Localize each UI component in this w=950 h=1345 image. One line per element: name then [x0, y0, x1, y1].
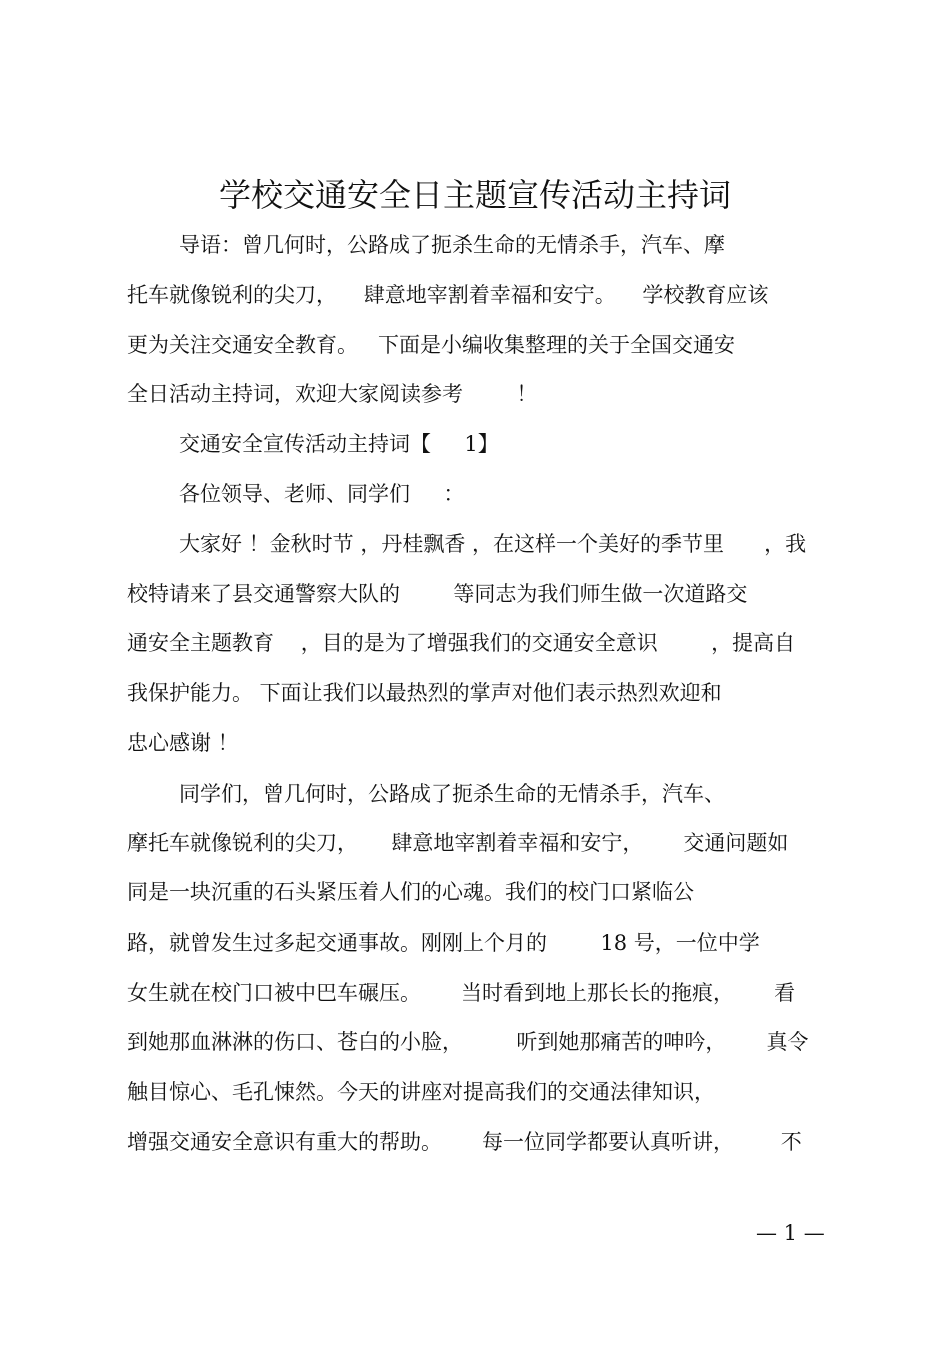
body-line-13: 摩托车就像锐利的尖刀， 肆意地宰割着幸福和安宁， 交通问题如	[127, 831, 789, 855]
body-line-7: 大家好 ！金秋时节 ，丹桂飘香 ，在这样一个美好的季节里 ，我	[179, 532, 807, 556]
body-line-4: 全日活动主持词，欢迎大家阅读参考 ！	[127, 382, 538, 406]
body-line-17: 到她那血淋淋的伤口、苍白的小脸， 听到她那痛苦的呻吟， 真令	[127, 1030, 809, 1054]
body-line-9: 通安全主题教育 ，目的是为了增强我们的交通安全意识 ，提高自	[127, 631, 796, 655]
section-heading: 交通安全宣传活动主持词【 1】	[179, 432, 499, 456]
body-line-16: 女生就在校门口被中巴车碾压。 当时看到地上那长长的拖痕， 看	[127, 981, 796, 1005]
body-line-2: 托车就像锐利的尖刀， 肆意地宰割着幸福和安宁。 学校教育应该	[127, 283, 769, 307]
body-line-11: 忠心感谢 ！	[127, 731, 239, 755]
body-line-8: 校特请来了县交通警察大队的 等同志为我们师生做一次道路交	[127, 582, 748, 606]
body-line-1: 导语：曾几何时，公路成了扼杀生命的无情杀手，汽车、摩	[179, 233, 725, 257]
body-line-19: 增强交通安全意识有重大的帮助。 每一位同学都要认真听讲， 不	[127, 1130, 802, 1154]
document-title: 学校交通安全日主题宣传活动主持词	[218, 176, 731, 214]
body-line-18: 触目惊心、毛孔悚然。今天的讲座对提高我们的交通法律知识，	[127, 1080, 715, 1104]
page-number: — 1 —	[756, 1221, 825, 1245]
body-line-15: 路，就曾发生过多起交通事故。刚刚上个月的 18 号，一位中学	[127, 931, 760, 955]
body-line-10: 我保护能力。 下面让我们以最热烈的掌声对他们表示热烈欢迎和	[127, 681, 722, 705]
salutation: 各位领导、老师、同学们 ：	[179, 482, 465, 506]
body-line-12: 同学们，曾几何时，公路成了扼杀生命的无情杀手，汽车、	[179, 782, 725, 806]
body-line-14: 同是一块沉重的石头紧压着人们的心魂。我们的校门口紧临公	[127, 880, 694, 904]
body-line-3: 更为关注交通安全教育。 下面是小编收集整理的关于全国交通安	[127, 333, 736, 357]
